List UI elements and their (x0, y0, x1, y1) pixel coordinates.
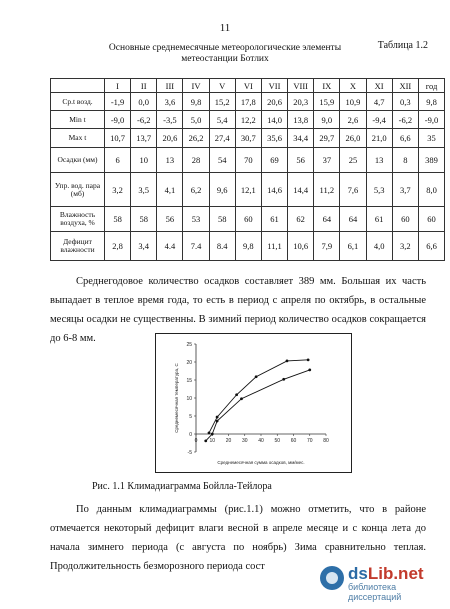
table-cell: 20,6 (261, 93, 287, 111)
table-header-cell: XII (392, 79, 418, 93)
y-tick-label: 10 (186, 395, 192, 402)
table-cell: 14,0 (261, 111, 287, 129)
y-tick-label: -5 (187, 449, 192, 456)
data-point (216, 420, 219, 423)
table-cell: -6,2 (392, 111, 418, 129)
table-header-cell: V (209, 79, 235, 93)
table-cell: 11,1 (261, 232, 287, 261)
data-point (240, 397, 243, 400)
table-cell: 4,7 (366, 93, 392, 111)
table-cell: 13 (157, 148, 183, 173)
table-cell: 21,0 (366, 129, 392, 148)
watermark-name: dsLib.net (348, 564, 424, 583)
table-header-cell: II (131, 79, 157, 93)
table-cell: 6,6 (419, 232, 445, 261)
table-cell: 56 (288, 148, 314, 173)
row-label: Min t (51, 111, 105, 129)
table-cell: -9,0 (105, 111, 131, 129)
x-tick-label: 50 (274, 438, 281, 444)
table-cell: 7,6 (340, 173, 366, 207)
y-tick-label: 5 (189, 413, 192, 420)
table-cell: 29,7 (314, 129, 340, 148)
series-line (209, 360, 308, 433)
table-row (51, 129, 445, 148)
table-cell: 2,8 (105, 232, 131, 261)
table-cell: 20,6 (157, 129, 183, 148)
table-cell: 58 (209, 207, 235, 232)
table-cell: 389 (419, 148, 445, 173)
table-cell: 27,4 (209, 129, 235, 148)
table-header-cell: I (105, 79, 131, 93)
table-cell: 4,1 (157, 173, 183, 207)
table-cell: 62 (288, 207, 314, 232)
table-cell: 64 (340, 207, 366, 232)
x-tick-label: 60 (290, 438, 297, 444)
table-cell: 60 (235, 207, 261, 232)
x-tick-label: 20 (225, 438, 232, 444)
table-header-cell: III (157, 79, 183, 93)
table-cell: 60 (419, 207, 445, 232)
table-cell: 34,4 (288, 129, 314, 148)
table-cell: 6 (105, 148, 131, 173)
x-tick-label: 70 (306, 438, 313, 444)
table-cell: 10,9 (340, 93, 366, 111)
table-cell: 17,8 (235, 93, 261, 111)
table-cell: 7.4 (183, 232, 209, 261)
table-cell: 8.4 (209, 232, 235, 261)
table-cell: 25 (340, 148, 366, 173)
library-logo-icon (320, 566, 344, 590)
table-cell: 9,0 (314, 111, 340, 129)
table-cell: 30,7 (235, 129, 261, 148)
table-title-line-1: Основные среднемесячные метеорологические элементы (108, 43, 342, 53)
table-cell: -6,2 (131, 111, 157, 129)
y-tick-label: 15 (186, 377, 192, 384)
table-cell: 14,6 (261, 173, 287, 207)
y-tick-label: 20 (186, 359, 192, 366)
table-cell: 12,2 (235, 111, 261, 129)
table-cell: 3,4 (131, 232, 157, 261)
row-label: Дефицит влажности (51, 232, 105, 261)
row-label: Влажность воздуха, % (51, 207, 105, 232)
table-cell: 8 (392, 148, 418, 173)
table-cell: 70 (235, 148, 261, 173)
table-cell: 13,7 (131, 129, 157, 148)
table-cell: 10,6 (288, 232, 314, 261)
climadiagram-chart (156, 334, 351, 472)
table-cell: 0,0 (131, 93, 157, 111)
data-point (255, 375, 258, 378)
table-cell: 11,2 (314, 173, 340, 207)
table-cell: 14,4 (288, 173, 314, 207)
table-cell: -9,0 (419, 111, 445, 129)
watermark-subtitle: библиотека диссертаций (348, 582, 402, 602)
table-cell: 9,8 (235, 232, 261, 261)
table-row (51, 148, 445, 173)
table-cell: 9,8 (419, 93, 445, 111)
table-cell: 64 (314, 207, 340, 232)
climadiagram-figure (155, 333, 352, 473)
table-title-line-2: метеостанции Ботлих (181, 54, 269, 64)
paragraph-1-text: Среднегодовое количество осадков составляет 389 мм. Большая их часть выпадает в теплое время года, то есть в период с апреля по октябрь, в остальные месяцы осадки не существенны. В зимний период количество осадков сокращается до 6-8 мм. (50, 276, 426, 344)
table-row (51, 207, 445, 232)
table-cell: 10,7 (105, 129, 131, 148)
table-cell: 3,2 (105, 173, 131, 207)
table-cell: 3,6 (157, 93, 183, 111)
table-header-cell: VIII (288, 79, 314, 93)
data-point (204, 439, 207, 442)
table-header-cell: XI (366, 79, 392, 93)
table-cell: 26,2 (183, 129, 209, 148)
table-cell: 5,0 (183, 111, 209, 129)
row-label: Ср.t возд. (51, 93, 105, 111)
table-cell: -1,9 (105, 93, 131, 111)
meteo-table (50, 78, 445, 261)
table-cell: 54 (209, 148, 235, 173)
x-tick-label: 0 (194, 438, 198, 444)
table-cell: 15,9 (314, 93, 340, 111)
table-cell: 6,6 (392, 129, 418, 148)
paragraph-2-text: По данным климадиаграммы (рис.1.1) можно отметить, что в районе отмечается некоторый дефицит влаги весной в апреле месяце и с конца лета до начала зимнего периода (с августа по ноябрь) Зима сравнительно теплая. Продолжительность безморозного периода сост (50, 504, 426, 572)
table-header-row (51, 79, 445, 93)
y-tick-label: 0 (189, 431, 192, 438)
table-cell: 61 (261, 207, 287, 232)
table-row (51, 232, 445, 261)
table-header-cell (51, 79, 105, 93)
table-cell: 3,5 (131, 173, 157, 207)
table-cell: 6,1 (340, 232, 366, 261)
table-header-cell: IV (183, 79, 209, 93)
x-tick-label: 40 (258, 438, 264, 444)
table-cell: 6,2 (183, 173, 209, 207)
table-cell: 53 (183, 207, 209, 232)
table-row (51, 93, 445, 111)
row-label: Осадки (мм) (51, 148, 105, 173)
y-axis-label: Среднемесячная температура, С (174, 363, 179, 433)
table-header-cell: год (419, 79, 445, 93)
data-point (208, 432, 211, 435)
table-header-cell: VI (235, 79, 261, 93)
table-cell: 35,6 (261, 129, 287, 148)
table-cell: 69 (261, 148, 287, 173)
table-row (51, 111, 445, 129)
table-cell: 15,2 (209, 93, 235, 111)
data-point (286, 360, 289, 363)
data-point (282, 378, 285, 381)
table-cell: 56 (157, 207, 183, 232)
table-cell: 4,0 (366, 232, 392, 261)
table-cell: 3,7 (392, 173, 418, 207)
series-line (206, 370, 310, 441)
table-cell: 58 (131, 207, 157, 232)
data-point (307, 358, 310, 361)
table-cell: 13,8 (288, 111, 314, 129)
table-cell: 61 (366, 207, 392, 232)
x-tick-label: 10 (209, 438, 216, 444)
figure-caption: Рис. 1.1 Климадиаграмма Бойлла-Тейлора (92, 481, 272, 492)
page-number: 11 (219, 22, 231, 34)
table-cell: 8,0 (419, 173, 445, 207)
table-cell: 7,9 (314, 232, 340, 261)
table-cell: 35 (419, 129, 445, 148)
y-tick-label: 25 (186, 341, 192, 348)
table-cell: 13 (366, 148, 392, 173)
table-cell: 20,3 (288, 93, 314, 111)
table-cell: 28 (183, 148, 209, 173)
table-row (51, 173, 445, 207)
table-cell: -3,5 (157, 111, 183, 129)
x-axis-label: Среднемесячная сумма осадков, мм/мес. (217, 460, 305, 465)
data-point (211, 433, 214, 436)
table-cell: 26,0 (340, 129, 366, 148)
table-cell: 58 (105, 207, 131, 232)
table-cell: 3,2 (392, 232, 418, 261)
x-tick-label: 30 (241, 438, 248, 444)
table-cell: 4.4 (157, 232, 183, 261)
table-cell: -9,4 (366, 111, 392, 129)
table-header-cell: VII (261, 79, 287, 93)
table-cell: 9,6 (209, 173, 235, 207)
table-cell: 60 (392, 207, 418, 232)
watermark (348, 564, 448, 602)
table-cell: 12,1 (235, 173, 261, 207)
data-point (308, 369, 311, 372)
table-cell: 0,3 (392, 93, 418, 111)
table-cell: 5,4 (209, 111, 235, 129)
x-tick-label: 80 (323, 438, 329, 444)
table-header-cell: X (340, 79, 366, 93)
data-point (235, 393, 238, 396)
table-cell: 2,6 (340, 111, 366, 129)
table-header-cell: IX (314, 79, 340, 93)
table-cell: 5,3 (366, 173, 392, 207)
table-cell: 9,8 (183, 93, 209, 111)
table-title (100, 43, 350, 65)
row-label: Max t (51, 129, 105, 148)
table-label: Таблица 1.2 (377, 40, 428, 51)
table-cell: 37 (314, 148, 340, 173)
data-point (216, 416, 219, 419)
table-cell: 10 (131, 148, 157, 173)
row-label: Упр. вод. пара (мб) (51, 173, 105, 207)
